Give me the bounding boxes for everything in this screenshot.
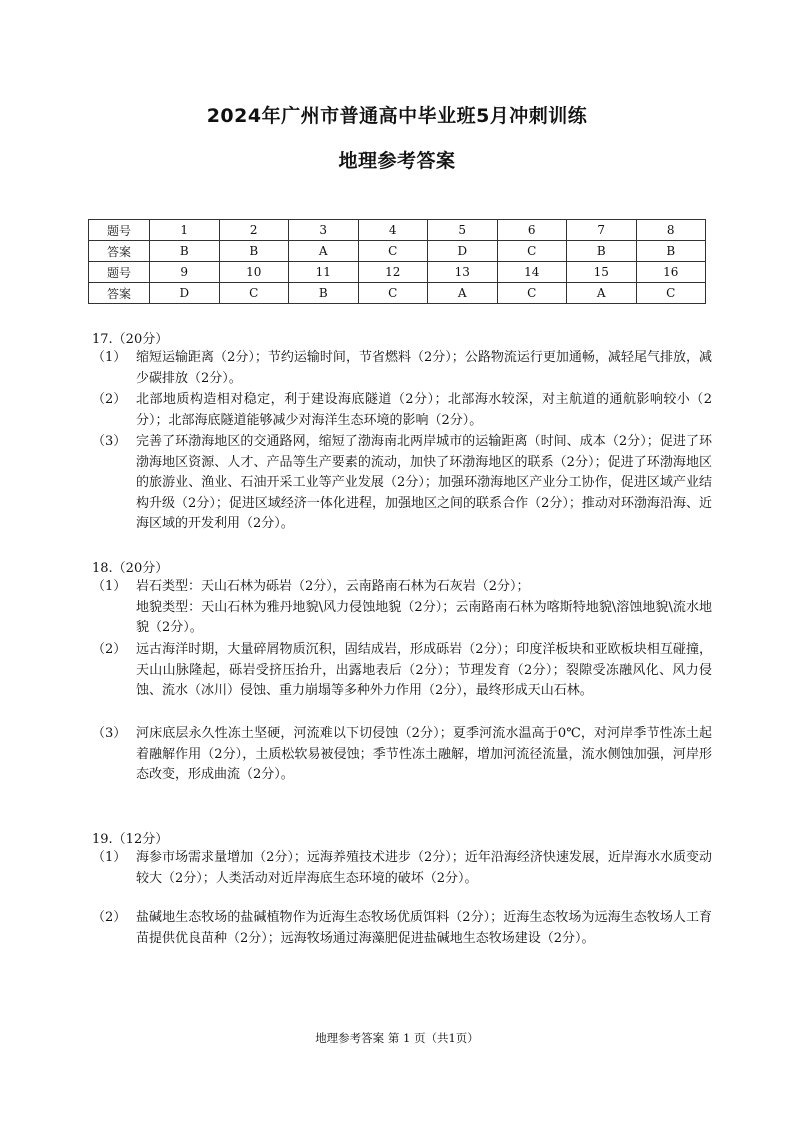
item-number: （1） xyxy=(92,579,127,594)
document-title: 2024年广州市普通高中毕业班5月冲刺训练 xyxy=(206,105,588,127)
q17-item-3 xyxy=(92,432,712,535)
item-text: 缩短运输距离（2分）；节约运输时间，节省燃料（2分）；公路物流运行更加通畅，减轻尾气排放，减少碳排放（2分）。 xyxy=(136,350,712,386)
table-cell: D xyxy=(150,283,220,304)
item-text: 地貌类型：天山石林为雅丹地貌\风力侵蚀地貌（2分）；云南路南石林为喀斯特地貌\溶蚀地貌\流水地貌（2分）。 xyxy=(136,599,712,635)
table-cell: 3 xyxy=(289,220,359,241)
q18-item-2 xyxy=(92,640,712,702)
q19-heading: 19.（12分） xyxy=(92,832,169,847)
table-cell: 12 xyxy=(358,262,428,283)
table-cell: C xyxy=(497,241,567,262)
q17-heading: 17.（20分） xyxy=(92,332,169,347)
table-cell: 13 xyxy=(428,262,498,283)
table-cell: 6 xyxy=(497,220,567,241)
table-cell: 5 xyxy=(428,220,498,241)
table-cell: A xyxy=(428,283,498,304)
table-row-label: 题号 xyxy=(89,262,150,283)
table-row-label: 答案 xyxy=(89,283,150,304)
item-text: 盐碱地生态牧场的盐碱植物作为近海生态牧场优质饵料（2分）；近海生态牧场为远海生态牧场人工育苗提供优良苗种（2分）；远海牧场通过海藻肥促进盐碱地生态牧场建设（2分）。 xyxy=(136,910,712,946)
item-number: （2） xyxy=(92,910,127,925)
table-cell: C xyxy=(497,283,567,304)
table-cell: 11 xyxy=(289,262,359,283)
q19-item-2 xyxy=(92,908,712,949)
item-text: 北部地质构造相对稳定，利于建设海底隧道（2分）；北部海水较深，对主航道的通航影响较小（2分）；北部海底隧道能够减少对海洋生态环境的影响（2分）。 xyxy=(136,392,712,428)
item-text: 河床底层永久性冻土坚硬，河流难以下切侵蚀（2分）；夏季河流水温高于0℃，对河岸季节性冻土起着融解作用（2分），土质松软易被侵蚀；季节性冻土融解，增加河流径流量，流水侧蚀加强，河岸形态改变，形成曲流（2分）。 xyxy=(136,726,712,782)
table-cell: B xyxy=(567,241,637,262)
table-cell: 9 xyxy=(150,262,220,283)
table-cell: 7 xyxy=(567,220,637,241)
table-cell: B xyxy=(219,241,289,262)
item-text: 海参市场需求量增加（2分）；远海养殖技术进步（2分）；近年沿海经济快速发展，近岸海水水质变动较大（2分）；人类活动对近岸海底生态环境的破坏（2分）。 xyxy=(136,850,712,886)
table-cell: 1 xyxy=(150,220,220,241)
q18-item-1 xyxy=(92,577,712,639)
table-cell: B xyxy=(150,241,220,262)
table-cell: C xyxy=(358,283,428,304)
table-cell: C xyxy=(358,241,428,262)
table-cell: C xyxy=(219,283,289,304)
item-number: （2） xyxy=(92,642,127,657)
table-cell: 16 xyxy=(636,262,706,283)
table-row-label: 题号 xyxy=(89,220,150,241)
table-cell: 14 xyxy=(497,262,567,283)
answer-table xyxy=(88,219,706,304)
item-number: （2） xyxy=(92,392,127,407)
table-cell: C xyxy=(636,283,706,304)
item-number: （3） xyxy=(92,434,127,449)
table-row-label: 答案 xyxy=(89,241,150,262)
table-cell: B xyxy=(289,283,359,304)
table-row xyxy=(89,241,706,262)
document-subtitle: 地理参考答案 xyxy=(338,150,456,172)
table-row xyxy=(89,283,706,304)
q18-item-3 xyxy=(92,724,712,786)
table-row xyxy=(89,220,706,241)
item-text: 完善了环渤海地区的交通路网，缩短了渤海南北两岸城市的运输距离（时间、成本（2分）；促进了环渤海地区资源、人才、产品等生产要素的流动，加快了环渤海地区的联系（2分）；促进了环渤海地区的旅游业、渔业、石油开采工业等产业发展（2分）；加强环渤海地区产业分工协作，促进区域产业结构升级（2分）；促进区域经济一体化进程，加强地区之间的联系合作（2分）；推动对环渤海沿海、近海区域的开发利用（2分）。 xyxy=(136,434,712,531)
item-text: 岩石类型：天山石林为砾岩（2分），云南路南石林为石灰岩（2分）； xyxy=(136,579,530,594)
item-number: （3） xyxy=(92,726,127,741)
item-number: （1） xyxy=(92,850,127,865)
table-cell: A xyxy=(289,241,359,262)
table-cell: 8 xyxy=(636,220,706,241)
table-cell: D xyxy=(428,241,498,262)
item-number: （1） xyxy=(92,350,127,365)
table-cell: 15 xyxy=(567,262,637,283)
q17-item-1 xyxy=(92,348,712,389)
page-footer: 地理参考答案 第 1 页（共1页） xyxy=(315,1031,479,1045)
item-text: 远古海洋时期，大量碎屑物质沉积，固结成岩，形成砾岩（2分）；印度洋板块和亚欧板块相互碰撞，天山山脉隆起，砾岩受挤压抬升，出露地表后（2分）；节理发育（2分）；裂隙受冻融风化、风力侵蚀、流水（冰川）侵蚀、重力崩塌等多种外力作用（2分），最终形成天山石林。 xyxy=(136,642,712,698)
table-row xyxy=(89,262,706,283)
table-cell: B xyxy=(636,241,706,262)
table-cell: A xyxy=(567,283,637,304)
q19-item-1 xyxy=(92,848,712,889)
q18-heading: 18.（20分） xyxy=(92,561,169,576)
table-cell: 10 xyxy=(219,262,289,283)
q17-item-2 xyxy=(92,390,712,431)
table-cell: 2 xyxy=(219,220,289,241)
table-cell: 4 xyxy=(358,220,428,241)
